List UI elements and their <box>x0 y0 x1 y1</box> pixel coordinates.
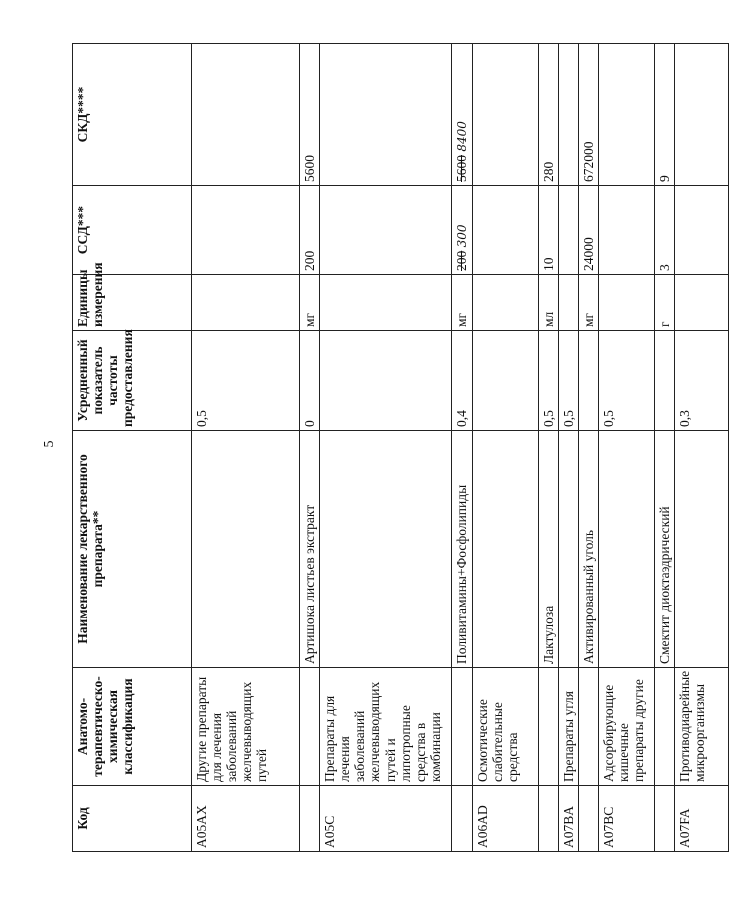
struck-value: 5600 <box>454 155 470 182</box>
cell-ssd <box>192 186 300 275</box>
cell-unit <box>192 275 300 331</box>
cell-atc <box>300 668 320 786</box>
cell-freq: 0,3 <box>674 331 728 431</box>
cell-unit <box>558 275 578 331</box>
cell-code <box>452 786 472 852</box>
drug-table <box>72 43 729 852</box>
cell-ssd <box>320 186 452 275</box>
cell-atc: Противодиарейные микроорганизмы <box>674 668 728 786</box>
cell-drug <box>598 431 654 668</box>
table-row <box>320 44 452 852</box>
cell-skd: 280 <box>538 44 558 186</box>
cell-skd <box>558 44 578 186</box>
table-body <box>192 44 729 852</box>
cell-unit <box>320 275 452 331</box>
cell-unit <box>598 275 654 331</box>
cell-unit <box>472 275 538 331</box>
cell-drug <box>674 431 728 668</box>
cell-skd <box>192 44 300 186</box>
struck-value: 200 <box>454 250 470 271</box>
table-row <box>538 44 558 852</box>
cell-freq: 0,4 <box>452 331 472 431</box>
page-number: 5 <box>42 440 57 448</box>
rotated-sheet <box>72 44 708 852</box>
cell-freq: 0 <box>300 331 320 431</box>
cell-drug: Лактулоза <box>538 431 558 668</box>
cell-freq: 0,5 <box>538 331 558 431</box>
cell-code <box>538 786 558 852</box>
cell-freq <box>472 331 538 431</box>
cell-drug <box>320 431 452 668</box>
cell-freq: 0,5 <box>598 331 654 431</box>
table-row <box>674 44 728 852</box>
cell-unit <box>674 275 728 331</box>
cell-skd: 9 <box>654 44 674 186</box>
header-drug: Наименование лекарственного препарата** <box>73 431 192 668</box>
header-freq: Усредненный показатель частоты предоставления <box>73 331 192 431</box>
cell-atc <box>452 668 472 786</box>
cell-skd <box>472 44 538 186</box>
handwritten-value: 8400 <box>455 121 470 152</box>
cell-code: A07FA <box>674 786 728 852</box>
cell-code: A07BA <box>558 786 578 852</box>
cell-unit: г <box>654 275 674 331</box>
header-ssd: ССД*** <box>73 186 192 275</box>
cell-ssd: 10 <box>538 186 558 275</box>
cell-drug <box>558 431 578 668</box>
header-unit: Единицы измерения <box>73 275 192 331</box>
cell-atc: Другие препараты для лечения заболеваний желчевыводящих путей <box>192 668 300 786</box>
cell-atc <box>538 668 558 786</box>
cell-unit: мл <box>538 275 558 331</box>
table-row <box>558 44 578 852</box>
cell-freq <box>578 331 598 431</box>
cell-drug <box>192 431 300 668</box>
header-code: Код <box>73 786 192 852</box>
cell-skd <box>320 44 452 186</box>
cell-atc <box>654 668 674 786</box>
table-row <box>452 44 472 852</box>
cell-freq: 0,5 <box>192 331 300 431</box>
cell-atc <box>578 668 598 786</box>
cell-code: A05C <box>320 786 452 852</box>
cell-code: A07BC <box>598 786 654 852</box>
cell-freq <box>654 331 674 431</box>
cell-drug <box>472 431 538 668</box>
cell-unit: мг <box>578 275 598 331</box>
cell-atc: Осмотические слабительные средства <box>472 668 538 786</box>
cell-ssd: 200 <box>300 186 320 275</box>
cell-atc: Адсорбирующие кишечные препараты другие <box>598 668 654 786</box>
cell-skd: 672000 <box>578 44 598 186</box>
cell-ssd <box>674 186 728 275</box>
table-header-row <box>73 44 192 852</box>
table-row <box>472 44 538 852</box>
cell-code: A06AD <box>472 786 538 852</box>
cell-code: A05AX <box>192 786 300 852</box>
cell-drug: Смектит диоктаэдрический <box>654 431 674 668</box>
table-row <box>192 44 300 852</box>
header-atc: Анатомо-терапевтическо-химическая классификация <box>73 668 192 786</box>
header-skd: СКД**** <box>73 44 192 186</box>
cell-drug: Активированный уголь <box>578 431 598 668</box>
cell-drug: Поливитамины+Фосфолипиды <box>452 431 472 668</box>
cell-skd <box>674 44 728 186</box>
cell-ssd <box>598 186 654 275</box>
cell-skd <box>452 44 472 186</box>
cell-drug: Артишока листьев экстракт <box>300 431 320 668</box>
cell-code <box>654 786 674 852</box>
cell-ssd <box>472 186 538 275</box>
cell-atc: Препараты для лечения заболеваний желчевыводящих путей и липотропные средства в комбинации <box>320 668 452 786</box>
table-row <box>654 44 674 852</box>
cell-freq: 0,5 <box>558 331 578 431</box>
cell-ssd <box>558 186 578 275</box>
cell-atc: Препараты угля <box>558 668 578 786</box>
cell-ssd: 24000 <box>578 186 598 275</box>
cell-ssd <box>452 186 472 275</box>
cell-ssd: 3 <box>654 186 674 275</box>
table-rotation-wrapper <box>72 44 708 852</box>
table-row <box>300 44 320 852</box>
cell-code <box>578 786 598 852</box>
cell-skd: 5600 <box>300 44 320 186</box>
cell-skd <box>598 44 654 186</box>
cell-code <box>300 786 320 852</box>
table-row <box>578 44 598 852</box>
cell-freq <box>320 331 452 431</box>
cell-unit: мг <box>300 275 320 331</box>
table-row <box>598 44 654 852</box>
cell-unit: мг <box>452 275 472 331</box>
handwritten-value: 300 <box>455 224 470 248</box>
